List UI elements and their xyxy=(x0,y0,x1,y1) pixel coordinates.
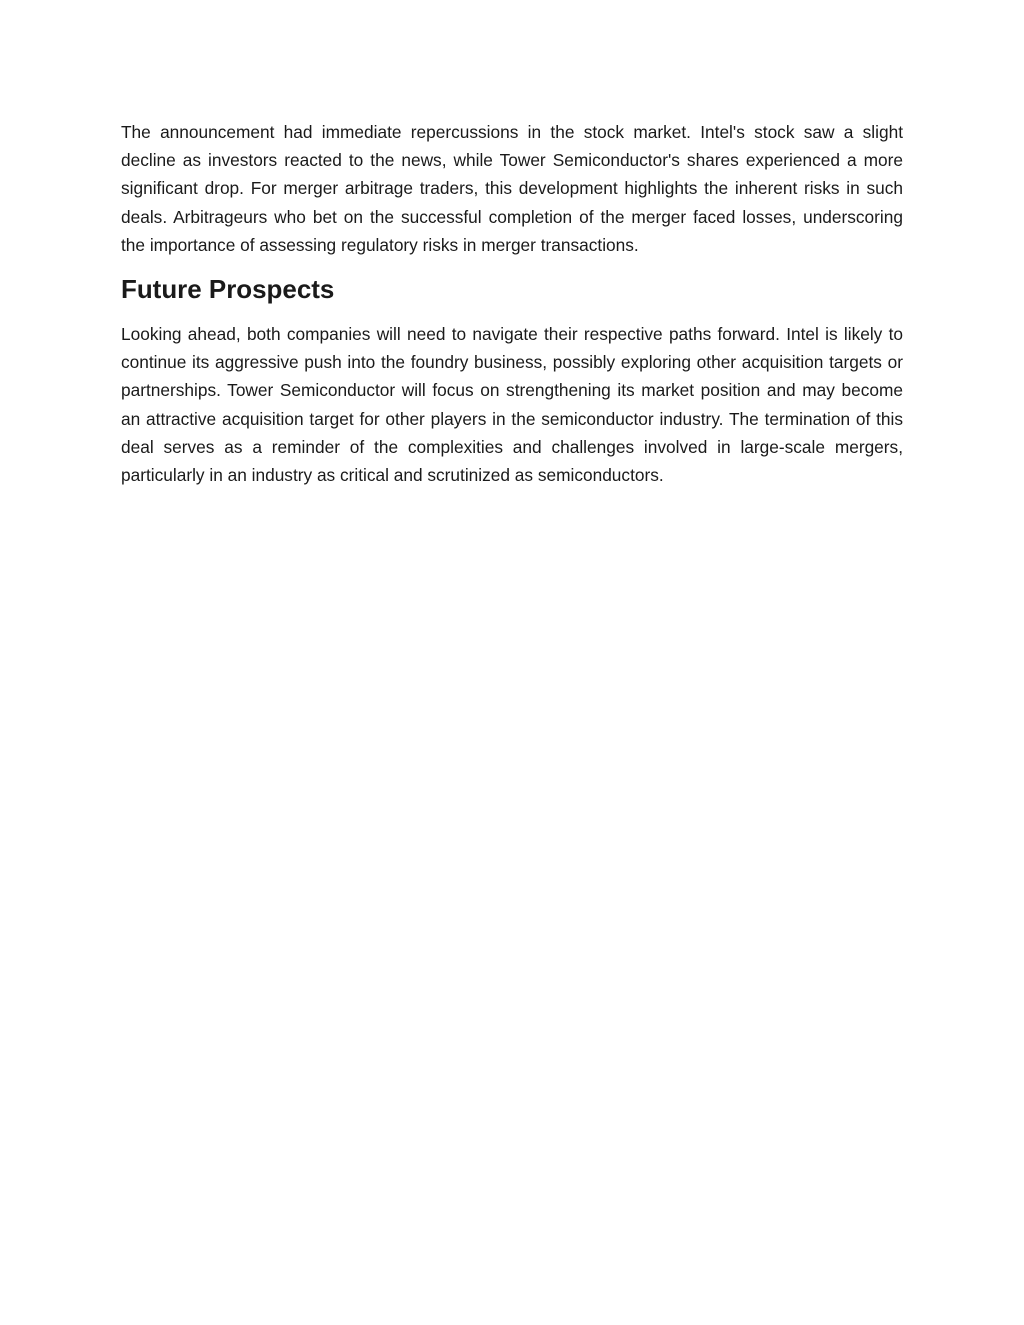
future-prospects-paragraph: Looking ahead, both companies will need to navigate their respective paths forward. Intel is likely to continue its aggressive push into the foundry business, possibly exploring other acquisition targets or partnerships. Tower Semiconductor will focus on strengthening its market position and may become an attractive acquisition target for other players in the semiconductor industry. The termination of this deal serves as a reminder of the complexities and challenges involved in large-scale mergers, particularly in an industry as critical and scrutinized as semiconductors. xyxy=(121,324,903,486)
section-heading: Future Prospects xyxy=(121,276,335,305)
market-impact-paragraph: The announcement had immediate repercussions in the stock market. Intel's stock saw a slight decline as investors reacted to the news, while Tower Semiconductor's shares experienced a more significant drop. For merger arbitrage traders, this development highlights the inherent risks in such deals. Arbitrageurs who bet on the successful completion of the merger faced losses, underscoring the importance of assessing regulatory risks in merger transactions. xyxy=(121,122,903,255)
document-page xyxy=(121,118,903,489)
